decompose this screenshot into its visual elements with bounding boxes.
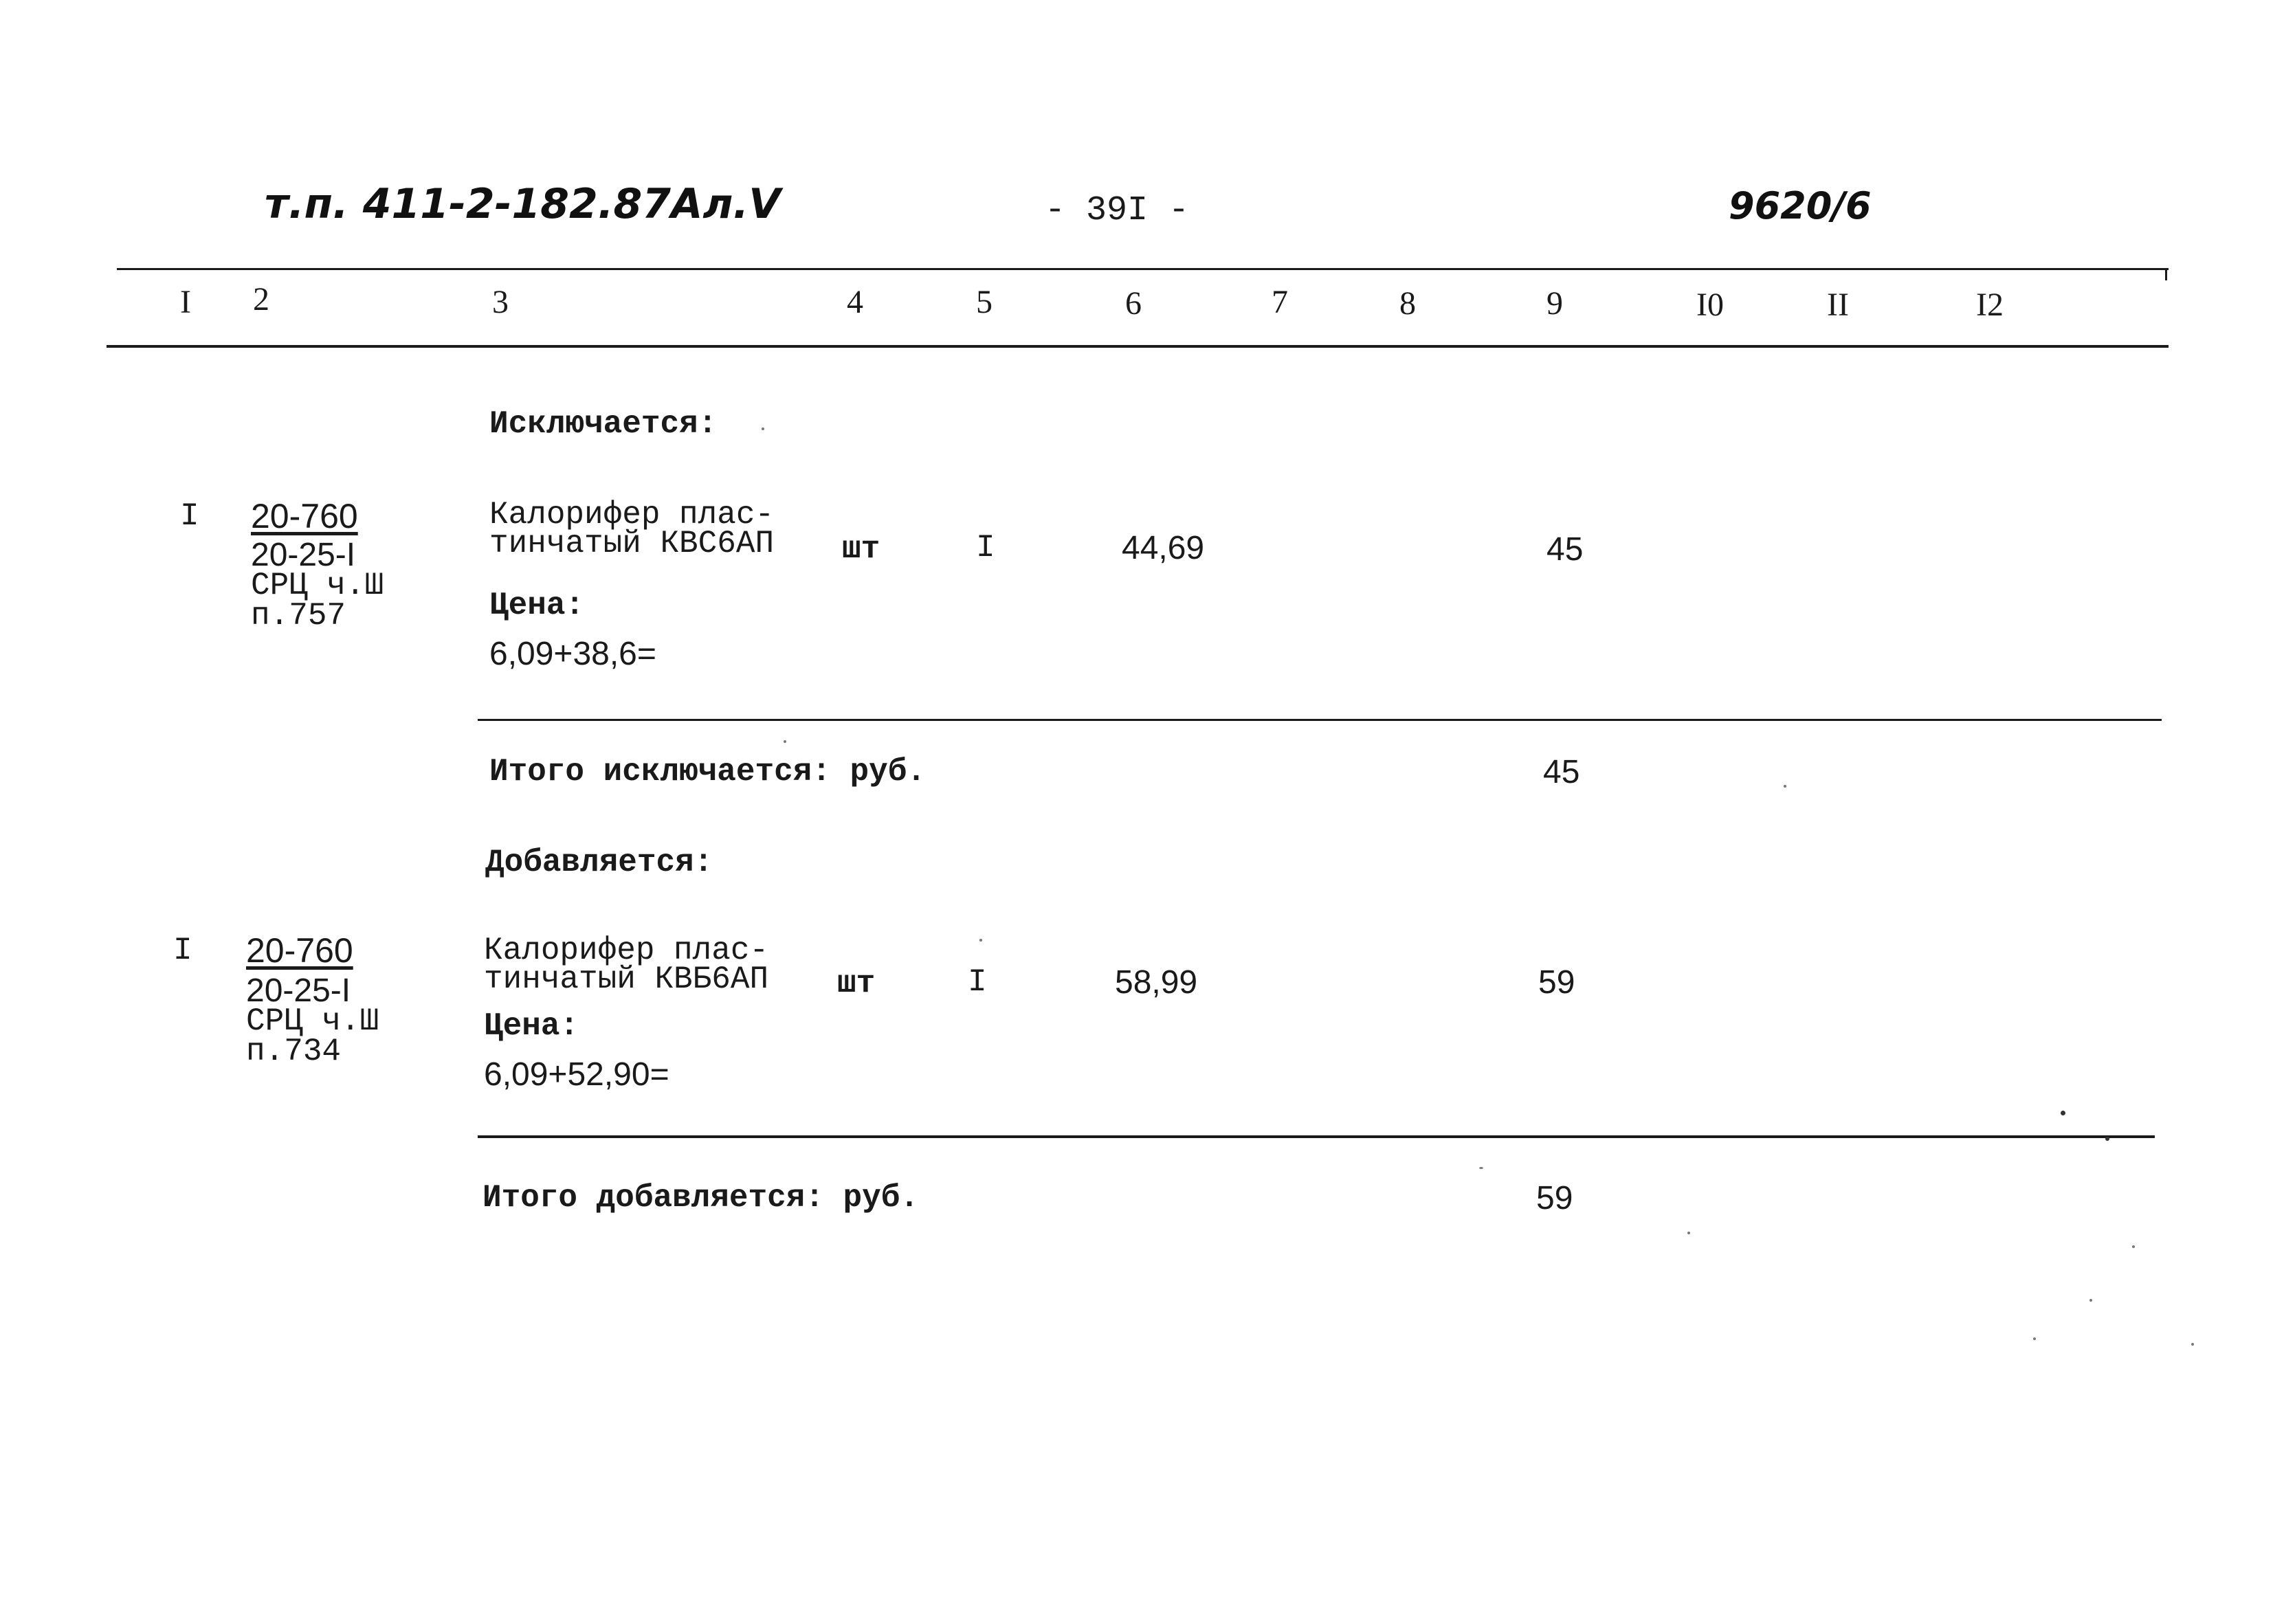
column-number: I0 (1696, 287, 1724, 323)
item-description-line: тинчатый КВБ6АП (484, 961, 769, 997)
item-number: I (173, 933, 192, 968)
column-number: I2 (1976, 287, 2004, 323)
item-unit: шт (837, 966, 876, 1001)
table-top-rule-tick (2165, 268, 2167, 280)
column-number: 6 (1125, 285, 1142, 322)
item-reference-line: СРЦ ч.Ш (251, 568, 384, 603)
item-total: 45 (1546, 531, 1584, 568)
section-total-label: Итого исключается: руб. (489, 754, 926, 790)
column-number: II (1827, 287, 1849, 323)
item-description-line: Калорифер плас- (489, 497, 775, 533)
column-number: 8 (1399, 285, 1416, 322)
section-heading: Исключается: (489, 406, 718, 442)
table-header-bottom-rule (107, 345, 2169, 348)
item-reference-line: п.734 (246, 1034, 342, 1069)
price-formula: 6,09+38,6= (489, 636, 656, 672)
item-quantity: I (968, 964, 987, 1000)
section-heading: Добавляется: (485, 845, 713, 880)
page-number: - 39I - (1045, 191, 1190, 230)
column-number: I (180, 284, 191, 320)
item-unit: шт (842, 531, 880, 567)
column-number: 9 (1546, 285, 1563, 322)
table-top-rule (117, 268, 2169, 270)
column-number: 5 (976, 284, 993, 320)
price-label: Цена: (484, 1008, 579, 1044)
column-number: 3 (492, 284, 509, 320)
item-reference-line: СРЦ ч.Ш (246, 1003, 379, 1039)
item-quantity: I (976, 530, 995, 566)
item-number: I (180, 498, 199, 534)
project-code: т.п. 411-2-182.87Ал.V (265, 180, 781, 228)
item-description-line: тинчатый КВС6АП (489, 526, 775, 561)
item-description-line: Калорифер плас- (484, 933, 769, 968)
section-total-value: 59 (1536, 1180, 1573, 1216)
column-number: 7 (1272, 284, 1288, 320)
section-divider (478, 1135, 2155, 1138)
sheet-code: 9620/6 (1729, 184, 1872, 227)
item-reference-main: 20-760 (246, 931, 353, 970)
item-unit-price: 44,69 (1122, 530, 1205, 566)
column-number: 4 (847, 284, 863, 320)
item-reference-main: 20-760 (251, 497, 358, 535)
price-label: Цена: (489, 588, 585, 623)
price-formula: 6,09+52,90= (484, 1056, 669, 1093)
item-total: 59 (1538, 964, 1575, 1001)
section-total-label: Итого добавляется: руб. (483, 1180, 919, 1216)
section-divider (478, 719, 2162, 721)
item-reference-line: 20-25-I (246, 972, 351, 1009)
column-number: 2 (253, 281, 269, 318)
item-unit-price: 58,99 (1115, 964, 1198, 1001)
section-total-value: 45 (1543, 754, 1580, 790)
item-reference-line: 20-25-I (251, 537, 356, 573)
item-reference-line: п.757 (251, 598, 346, 634)
